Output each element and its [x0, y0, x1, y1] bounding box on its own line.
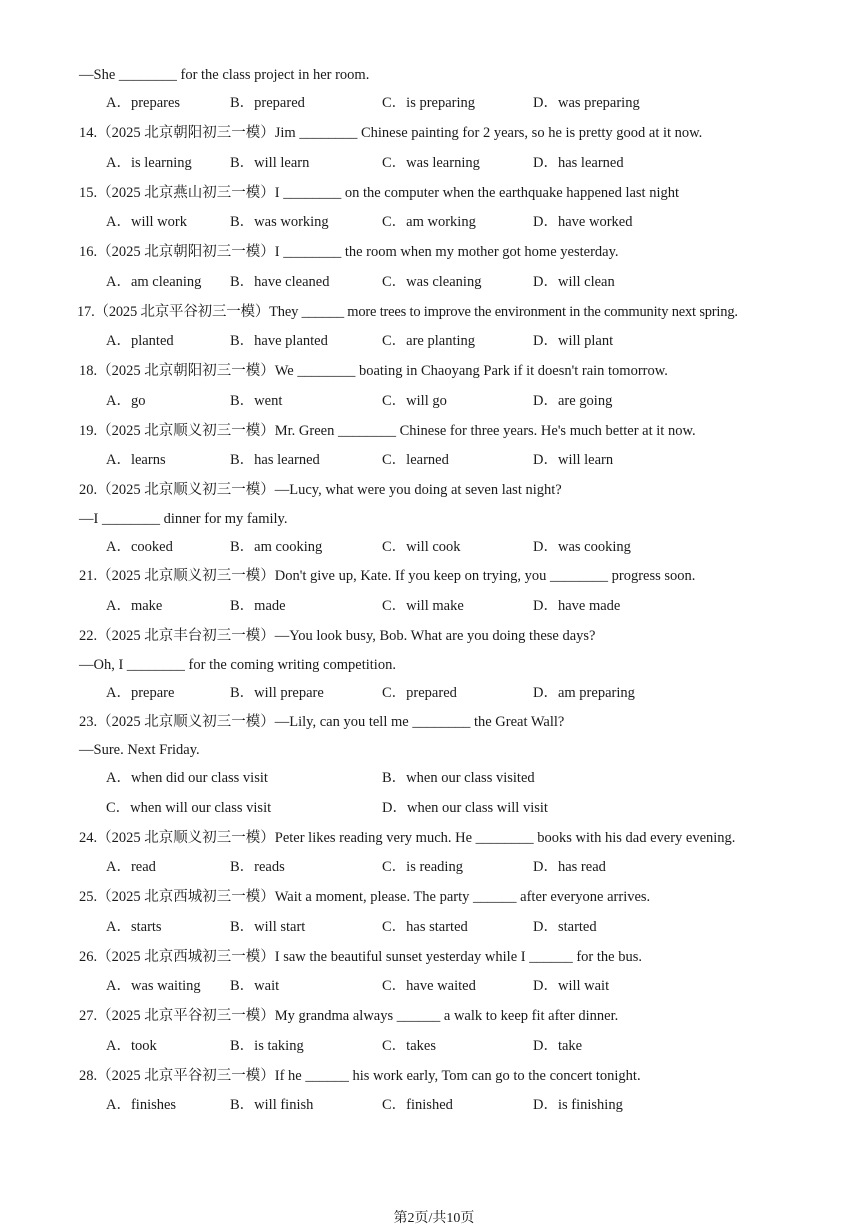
option-a[interactable]: A．prepares	[106, 95, 181, 111]
question-21: 21.（2025 北京顺义初三一模）Don't give up, Kate. If you keep on trying, you ________ progress soon.	[79, 568, 696, 584]
option-c[interactable]: C．finished	[382, 1097, 453, 1113]
option-a[interactable]: A．make	[106, 598, 163, 614]
option-b[interactable]: B．prepared	[230, 95, 305, 111]
question-20-reply: —I ________ dinner for my family.	[79, 511, 288, 527]
option-b[interactable]: B．is taking	[230, 1038, 304, 1054]
option-d[interactable]: D．started	[533, 919, 597, 935]
option-b[interactable]: B．have planted	[230, 333, 328, 349]
option-c[interactable]: C．was cleaning	[382, 274, 482, 290]
option-c[interactable]: C．was learning	[382, 155, 480, 171]
option-a[interactable]: A．learns	[106, 452, 166, 468]
option-c[interactable]: C．am working	[382, 214, 476, 230]
option-a[interactable]: A．starts	[106, 919, 162, 935]
question-24: 24.（2025 北京顺义初三一模）Peter likes reading very much. He ________ books with his dad every evening.	[79, 830, 736, 846]
option-d[interactable]: D．am preparing	[533, 685, 635, 701]
option-b[interactable]: B．wait	[230, 978, 280, 994]
option-d[interactable]: D．will plant	[533, 333, 614, 349]
option-b[interactable]: B．have cleaned	[230, 274, 330, 290]
option-d[interactable]: D．will clean	[533, 274, 615, 290]
question-22: 22.（2025 北京丰台初三一模）—You look busy, Bob. What are you doing these days?	[79, 628, 596, 644]
option-c[interactable]: C．prepared	[382, 685, 457, 701]
question-25: 25.（2025 北京西城初三一模）Wait a moment, please. The party ______ after everyone arrives.	[79, 889, 651, 905]
question-17: 17.（2025 北京平谷初三一模）They ______ more trees to improve the environment in the community next spring.	[77, 304, 738, 320]
option-b[interactable]: B．will finish	[230, 1097, 314, 1113]
option-d[interactable]: D．take	[533, 1038, 583, 1054]
option-b[interactable]: B．will start	[230, 919, 306, 935]
option-c[interactable]: C．will go	[382, 393, 447, 409]
option-a[interactable]: A．took	[106, 1038, 157, 1054]
question-18: 18.（2025 北京朝阳初三一模）We ________ boating in Chaoyang Park if it doesn't rain tomorrow.	[79, 363, 668, 379]
option-a[interactable]: A．am cleaning	[106, 274, 202, 290]
question-23: 23.（2025 北京顺义初三一模）—Lily, can you tell me ________ the Great Wall?	[79, 714, 565, 730]
option-a[interactable]: A．will work	[106, 214, 187, 230]
question-14: 14.（2025 北京朝阳初三一模）Jim ________ Chinese painting for 2 years, so he is pretty good at it now.	[79, 125, 703, 141]
option-a[interactable]: A．planted	[106, 333, 174, 349]
question-15: 15.（2025 北京燕山初三一模）I ________ on the computer when the earthquake happened last night	[79, 185, 680, 201]
option-d[interactable]: D．have worked	[533, 214, 633, 230]
option-c[interactable]: C．takes	[382, 1038, 436, 1054]
option-c[interactable]: C．is preparing	[382, 95, 476, 111]
option-d[interactable]: D．was cooking	[533, 539, 631, 555]
option-a[interactable]: A．read	[106, 859, 156, 875]
question-27: 27.（2025 北京平谷初三一模）My grandma always ______ a walk to keep fit after dinner.	[79, 1008, 619, 1024]
page-number: 第2页/共10页	[393, 1211, 475, 1226]
option-c[interactable]: C．when will our class visit	[106, 800, 272, 816]
option-c[interactable]: C．will cook	[382, 539, 461, 555]
option-b[interactable]: B．will learn	[230, 155, 310, 171]
option-a[interactable]: A．when did our class visit	[106, 770, 268, 786]
question-16: 16.（2025 北京朝阳初三一模）I ________ the room when my mother got home yesterday.	[79, 244, 619, 260]
option-a[interactable]: A．was waiting	[106, 978, 201, 994]
option-c[interactable]: C．have waited	[382, 978, 476, 994]
option-b[interactable]: B．am cooking	[230, 539, 323, 555]
question-line: —She ________ for the class project in her room.	[79, 67, 370, 83]
option-c[interactable]: C．will make	[382, 598, 464, 614]
option-d[interactable]: D．is finishing	[533, 1097, 623, 1113]
option-b[interactable]: B．was working	[230, 214, 329, 230]
question-26: 26.（2025 北京西城初三一模）I saw the beautiful sunset yesterday while I ______ for the bus.	[79, 949, 642, 965]
option-b[interactable]: B．reads	[230, 859, 285, 875]
question-20: 20.（2025 北京顺义初三一模）—Lucy, what were you doing at seven last night?	[79, 482, 562, 498]
option-a[interactable]: A．finishes	[106, 1097, 177, 1113]
option-c[interactable]: C．are planting	[382, 333, 476, 349]
option-a[interactable]: A．prepare	[106, 685, 175, 701]
option-d[interactable]: D．will wait	[533, 978, 610, 994]
option-c[interactable]: C．has started	[382, 919, 468, 935]
option-d[interactable]: D．have made	[533, 598, 621, 614]
question-22-reply: —Oh, I ________ for the coming writing competition.	[79, 657, 396, 673]
question-23-reply: —Sure. Next Friday.	[79, 742, 200, 758]
option-d[interactable]: D．are going	[533, 393, 613, 409]
option-a[interactable]: A．go	[106, 393, 146, 409]
option-b[interactable]: B．made	[230, 598, 286, 614]
option-b[interactable]: B．will prepare	[230, 685, 324, 701]
option-a[interactable]: A．is learning	[106, 155, 192, 171]
question-28: 28.（2025 北京平谷初三一模）If he ______ his work early, Tom can go to the concert tonight.	[79, 1068, 641, 1084]
option-d[interactable]: D．has learned	[533, 155, 624, 171]
option-d[interactable]: D．when our class will visit	[382, 800, 548, 816]
option-b[interactable]: B．went	[230, 393, 283, 409]
option-d[interactable]: D．has read	[533, 859, 606, 875]
option-b[interactable]: B．has learned	[230, 452, 320, 468]
option-b[interactable]: B．when our class visited	[382, 770, 535, 786]
option-a[interactable]: A．cooked	[106, 539, 173, 555]
question-19: 19.（2025 北京顺义初三一模）Mr. Green ________ Chinese for three years. He's much better at it now.	[79, 423, 696, 439]
option-d[interactable]: D．will learn	[533, 452, 614, 468]
option-c[interactable]: C．learned	[382, 452, 449, 468]
option-c[interactable]: C．is reading	[382, 859, 463, 875]
option-d[interactable]: D．was preparing	[533, 95, 640, 111]
